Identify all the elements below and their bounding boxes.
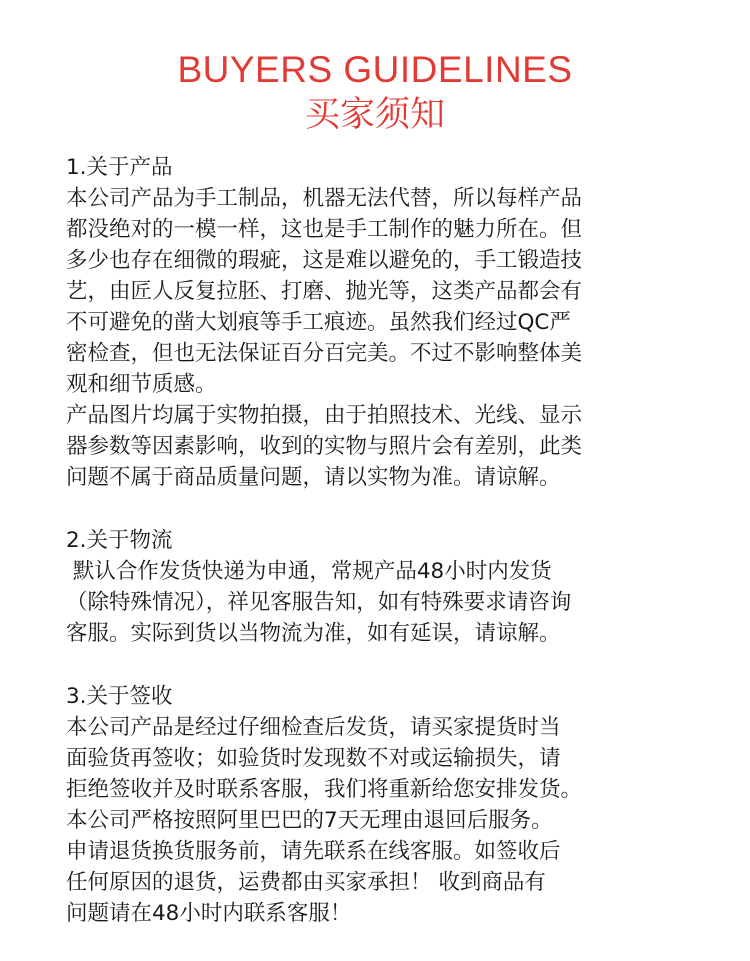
paragraph-line: （除特殊情况），祥见客服告知，如有特殊要求请咨询 <box>66 590 572 615</box>
paragraph-line: 产品图片均属于实物拍摄，由于拍照技术、光线、显示 <box>66 403 583 428</box>
paragraph-line: 任何原因的退货，运费都由买家承担！ 收到商品有 <box>66 870 546 895</box>
paragraph-line: 申请退货换货服务前，请先联系在线客服。如签收后 <box>66 839 561 864</box>
section-about-receipt <box>66 681 706 929</box>
paragraph-line: 默认合作发货快递为申通，常规产品48小时内发货 <box>66 559 552 584</box>
paragraph-line: 面验货再签收；如验货时发现数不对或运输损失，请 <box>66 746 561 771</box>
guidelines-content <box>66 152 706 961</box>
paragraph-line: 问题不属于商品质量问题，请以实物为准。请谅解。 <box>66 465 561 490</box>
paragraph-line: 不可避免的凿大划痕等手工痕迹。虽然我们经过QC严 <box>66 310 571 335</box>
title-chinese: 买家须知 <box>304 95 445 135</box>
section-about-logistics <box>66 525 706 649</box>
paragraph-line: 都没绝对的一模一样，这也是手工制作的魅力所在。但 <box>66 217 583 242</box>
paragraph-line: 问题请在48小时内联系客服！ <box>66 901 352 926</box>
paragraph-line: 密检查，但也无法保证百分百完美。不过不影响整体美 <box>66 341 583 366</box>
paragraph-line: 本公司产品是经过仔细检查后发货，请买家提货时当 <box>66 715 561 740</box>
paragraph-line: 客服。实际到货以当物流为准，如有延误，请谅解。 <box>66 621 561 646</box>
paragraph-line: 艺，由匠人反复拉胚、打磨、抛光等，这类产品都会有 <box>66 279 583 304</box>
paragraph-line: 拒绝签收并及时联系客服，我们将重新给您安排发货。 <box>66 777 583 802</box>
paragraph-line: 观和细节质感。 <box>66 372 217 397</box>
paragraph-line: 器参数等因素影响，收到的实物与照片会有差别，此类 <box>66 434 583 459</box>
section-heading: 2.关于物流 <box>66 528 173 553</box>
title-english: BUYERS GUIDELINES <box>177 49 573 90</box>
page-header <box>0 0 750 138</box>
paragraph-line: 本公司产品为手工制品，机器无法代替，所以每样产品 <box>66 186 583 211</box>
section-heading: 1.关于产品 <box>66 155 173 180</box>
paragraph-line: 本公司严格按照阿里巴巴的7天无理由退回后服务。 <box>66 808 553 833</box>
section-about-products <box>66 152 706 493</box>
paragraph-line: 多少也存在细微的瑕疵，这是难以避免的，手工锻造技 <box>66 248 583 273</box>
section-heading: 3.关于签收 <box>66 684 173 709</box>
